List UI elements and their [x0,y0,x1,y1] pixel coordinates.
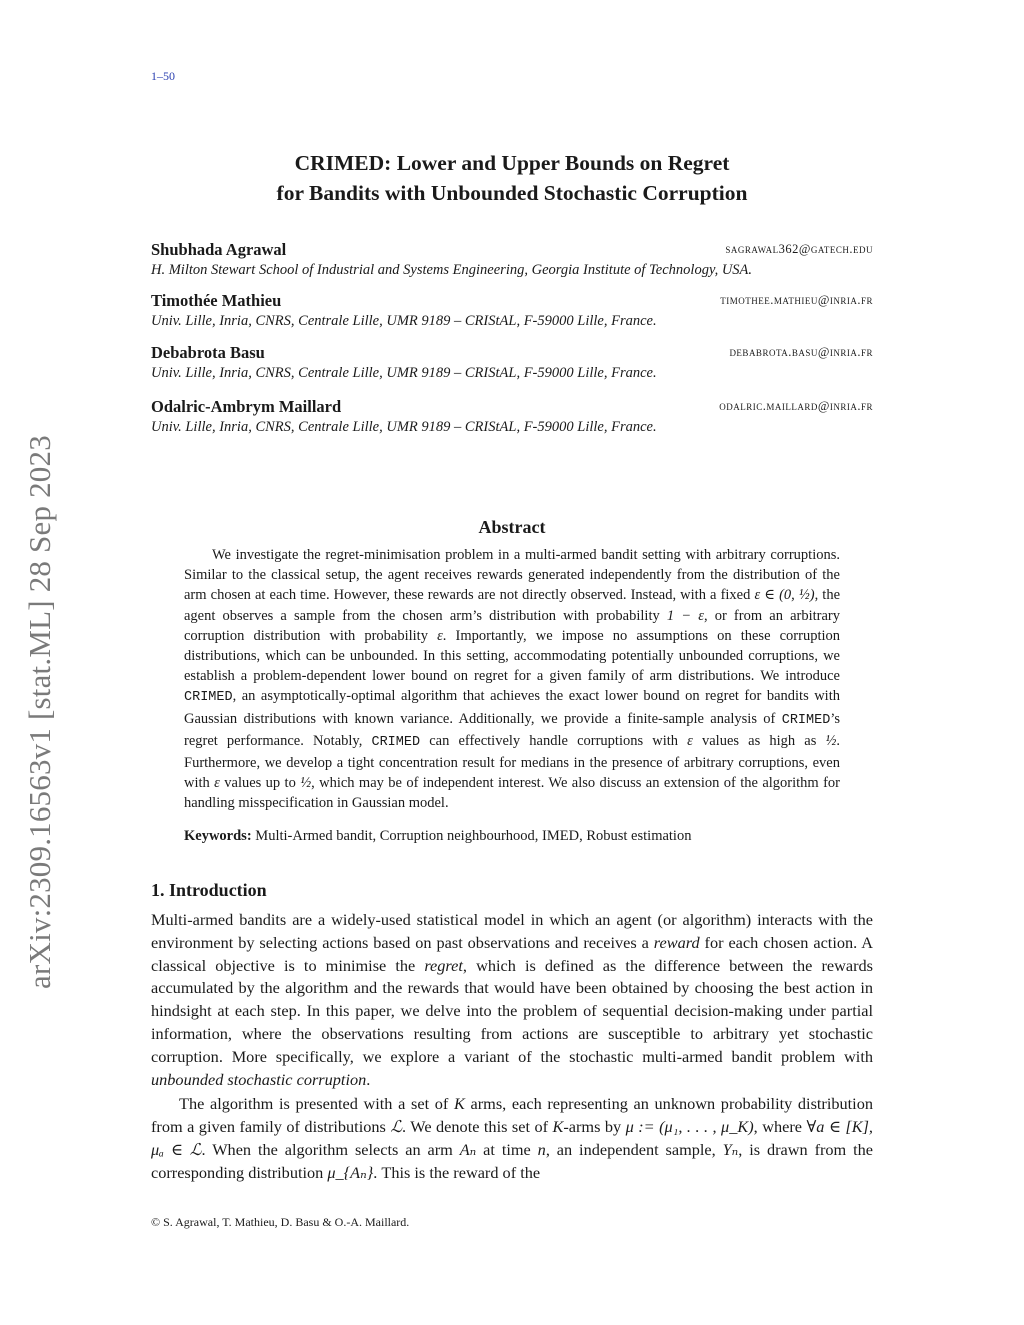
author-affiliation: Univ. Lille, Inria, CNRS, Centrale Lille, UMR 9189 – CRIStAL, F-59000 Lille, France. [151,313,657,329]
body-text: , where [753,1117,807,1137]
author-block [151,240,873,279]
emphasis: regret [424,955,463,975]
title-line-1: CRIMED: Lower and Upper Bounds on Regret [294,151,730,175]
math-inline: μ := (μ₁, . . . , μ_K) [625,1117,754,1137]
algorithm-name: CRIMED [781,712,831,728]
arxiv-identifier: arXiv:2309.16563v1 [stat.ML] 28 Sep 2023 [22,435,57,989]
body-text: The algorithm is presented with a set of [179,1094,454,1114]
emphasis: reward [653,932,700,952]
author-affiliation: H. Milton Stewart School of Industrial and Systems Engineering, Georgia Institute of Technology, USA. [151,262,753,278]
math-inline: K [453,1094,465,1114]
abstract-text: We investigate the regret-minimisation problem in a multi-armed bandit setting with arbitrary corruptions. Similar to the classical setup, the agent receives rewards generated independently from the distribution of the arm chosen at each time. However, these rewards are not directly observed. Instead, with a fixed [184,547,840,604]
math-inline: ε ∈ (0, ½) [754,587,815,604]
body-text: . When the algorithm selects an arm [201,1139,460,1159]
algorithm-name: CRIMED [371,734,421,750]
keywords-text: Multi-Armed bandit, Corruption neighbourhood, IMED, Robust estimation [251,828,692,844]
abstract-text: . Importantly, we impose no assumptions on these corruption distributions, which can be unbounded. In this setting, accommodating potentially unbounded corruptions, we establish a problem-dependent lower bound on regret for a given family of arm distributions. We introduce [184,627,841,685]
math-inline: K [552,1117,564,1137]
intro-paragraph-2 [151,1093,873,1184]
author-email: timothee.mathieu@inria.fr [720,293,873,307]
abstract-paragraph [184,545,840,814]
introduction-body [151,909,873,1185]
body-text: -arms by [563,1117,626,1137]
math-inline: ½ [825,732,837,749]
math-inline: ℒ [390,1117,403,1137]
body-text: arms, each representing an unknown probability distribution from a given family of distributions [151,1094,873,1137]
intro-paragraph-1 [151,909,873,1091]
copyright-footer: © S. Agrawal, T. Mathieu, D. Basu & O.-A. Maillard. [151,1215,410,1229]
author-block [151,291,873,330]
abstract-text: can effectively handle corruptions with [420,732,688,749]
abstract-text: , or from an arbitrary corruption distribution with probability [184,607,841,644]
body-text: , is drawn from the corresponding distribution [151,1139,874,1182]
keywords [184,828,840,845]
author-block [151,397,873,436]
body-text: at time [476,1139,538,1159]
abstract-text: values as high as [692,732,826,749]
math-inline: n [537,1139,546,1159]
math-inline: ε [437,627,443,644]
keywords-label: Keywords: [184,828,252,844]
author-name: Timothée Mathieu [151,291,282,310]
author-email: debabrota.basu@inria.fr [729,345,873,359]
math-inline: ∀a ∈ [K], μₐ ∈ ℒ [151,1117,873,1159]
math-inline: ε [214,775,220,792]
body-text: , which is defined as the difference between the rewards accumulated by the algorithm and the rewards that would have been obtained by choosing the best action in hindsight at each step. In this paper, we delve into the problem of sequential decision-making under partial information, where the observations resulting from actions are susceptible to arbitrary yet stochastic corruption. More specifically, we explore a variant of the stochastic multi-armed bandit problem with [151,955,873,1066]
math-inline: Yₙ [722,1139,739,1159]
author-name: Shubhada Agrawal [151,240,287,259]
abstract-text: . Furthermore, we develop a tight concentration result for medians in the presence of arbitrary corruptions, even with [184,732,840,792]
abstract-text: , the agent observes a sample from the chosen arm’s distribution with probability [184,587,841,624]
abstract-text: ’s regret performance. Notably, [184,710,840,749]
section-heading: 1. Introduction [151,880,267,900]
author-affiliation: Univ. Lille, Inria, CNRS, Centrale Lille, UMR 9189 – CRIStAL, F-59000 Lille, France. [151,419,657,435]
abstract-text: values up to [219,775,301,792]
author-affiliation: Univ. Lille, Inria, CNRS, Centrale Lille, UMR 9189 – CRIStAL, F-59000 Lille, France. [151,365,657,381]
math-inline: ½ [300,775,312,792]
body-text: for each chosen action. A classical objective is to minimise the [151,932,874,975]
abstract-heading: Abstract [478,517,546,537]
paper-title [180,148,844,208]
abstract-text: , an asymptotically-optimal algorithm that achieves the exact lower bound on regret for bandits with Gaussian distributions with known variance. Additionally, we provide a finite-sample analysis of [184,688,840,727]
title-line-2: for Bandits with Unbounded Stochastic Corruption [276,181,748,205]
emphasis: unbounded stochastic corruption [151,1069,367,1089]
math-inline: ε [687,732,693,749]
author-email: odalric.maillard@inria.fr [719,399,873,413]
body-text: , an independent sample, [545,1139,723,1159]
author-name: Debabrota Basu [151,343,265,362]
math-inline: 1 − ε [666,607,704,624]
algorithm-name: CRIMED [184,690,233,706]
author-email: sagrawal362@gatech.edu [725,242,873,256]
abstract-body [184,545,840,814]
abstract-text: , which may be of independent interest. We also discuss an extension of the algorithm for handling misspecification in Gaussian model. [184,775,840,812]
body-text: . This is the reward of the [373,1162,541,1182]
body-text: . [366,1069,371,1089]
body-text: . We denote this set of [402,1117,553,1137]
page-range: 1–50 [151,69,175,83]
math-inline: μ_{Aₙ} [327,1162,374,1182]
body-text: Multi-armed bandits are a widely-used statistical model in which an agent (or algorithm) interacts with the environment by selecting actions based on past observations and receives a [151,910,873,952]
author-name: Odalric-Ambrym Maillard [151,397,342,416]
author-block [151,343,873,382]
math-inline: Aₙ [459,1139,477,1159]
